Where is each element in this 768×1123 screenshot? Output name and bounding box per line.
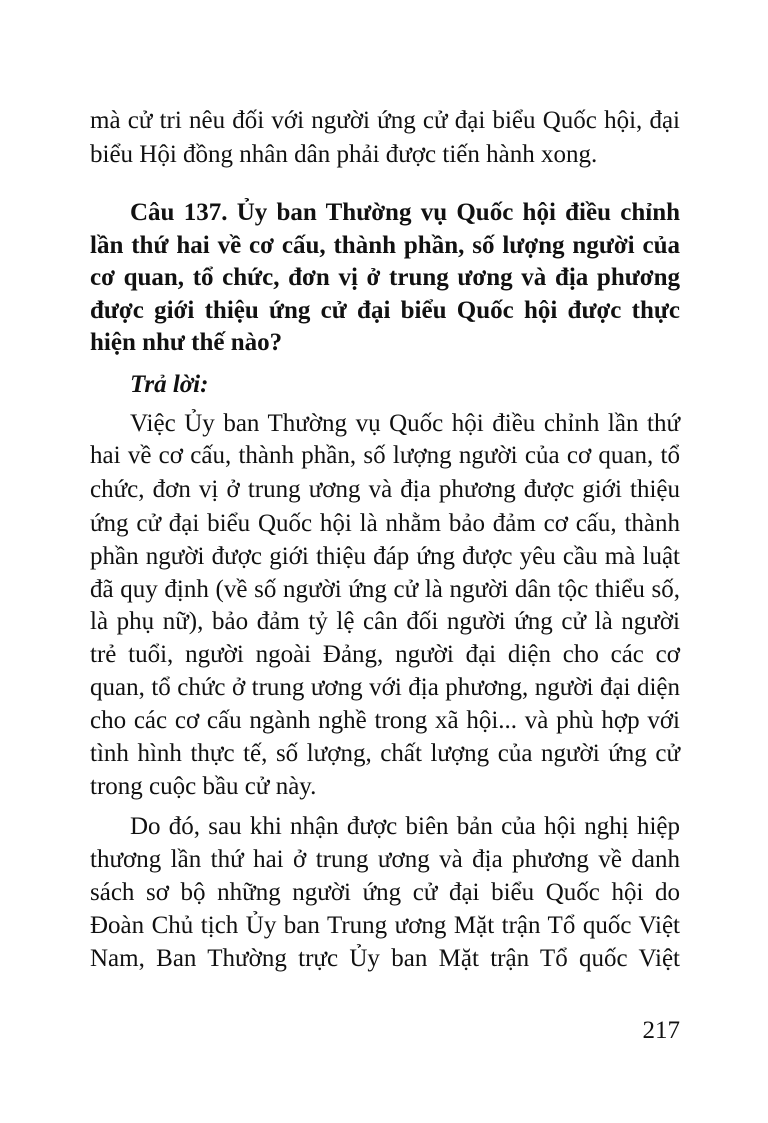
paragraph-line: sách sơ bộ những người ứng cử đại biểu Quốc hội do [90, 879, 680, 906]
paragraph-line: chức, đơn vị ở trung ương và địa phương được giới thiệu [90, 476, 680, 503]
paragraph-line: trong cuộc bầu cử này. [90, 773, 317, 800]
paragraph-line: là phụ nữ), bảo đảm tỷ lệ cân đối người ứng cử là người [90, 608, 680, 635]
page-number: 217 [642, 1017, 680, 1044]
paragraph-line: Do đó, sau khi nhận được biên bản của hội nghị hiệp [130, 813, 680, 840]
question-heading-line: cơ quan, tổ chức, đơn vị ở trung ương và địa phương [90, 264, 680, 291]
paragraph-line: Đoàn Chủ tịch Ủy ban Trung ương Mặt trận Tổ quốc Việt [90, 912, 680, 939]
paragraph-line: Việc Ủy ban Thường vụ Quốc hội điều chỉnh lần thứ [130, 410, 680, 437]
intro-line: mà cử tri nêu đối với người ứng cử đại biểu Quốc hội, đại [90, 107, 680, 134]
paragraph-line: đã quy định (về số người ứng cử là người dân tộc thiểu số, [90, 576, 680, 603]
paragraph-line: hai về cơ cấu, thành phần, số lượng người của cơ quan, tổ [90, 442, 680, 469]
paragraph-line: ứng cử đại biểu Quốc hội là nhằm bảo đảm cơ cấu, thành [90, 510, 680, 537]
intro-line: biểu Hội đồng nhân dân phải được tiến hành xong. [90, 141, 598, 168]
paragraph-line: cho các cơ cấu ngành nghề trong xã hội... và phù hợp với [90, 707, 680, 734]
question-heading-line: hiện như thế nào? [90, 329, 283, 356]
question-heading-line: Câu 137. Ủy ban Thường vụ Quốc hội điều chỉnh [130, 199, 680, 226]
paragraph-line: phần người được giới thiệu đáp ứng được yêu cầu mà luật [90, 543, 680, 570]
paragraph-line: trẻ tuổi, người ngoài Đảng, người đại diện cho các cơ [90, 641, 680, 668]
question-heading-line: được giới thiệu ứng cử đại biểu Quốc hội được thực [90, 297, 680, 324]
paragraph-line: quan, tổ chức ở trung ương với địa phương, người đại diện [90, 674, 680, 701]
answer-label: Trả lời: [130, 371, 209, 398]
paragraph-line: thương lần thứ hai ở trung ương và địa phương về danh [90, 846, 680, 873]
paragraph-line: tình hình thực tế, số lượng, chất lượng của người ứng cử [90, 740, 680, 767]
paragraph-line: Nam, Ban Thường trực Ủy ban Mặt trận Tổ quốc Việt [90, 945, 680, 972]
question-heading-line: lần thứ hai về cơ cấu, thành phần, số lượng người của [90, 232, 680, 259]
